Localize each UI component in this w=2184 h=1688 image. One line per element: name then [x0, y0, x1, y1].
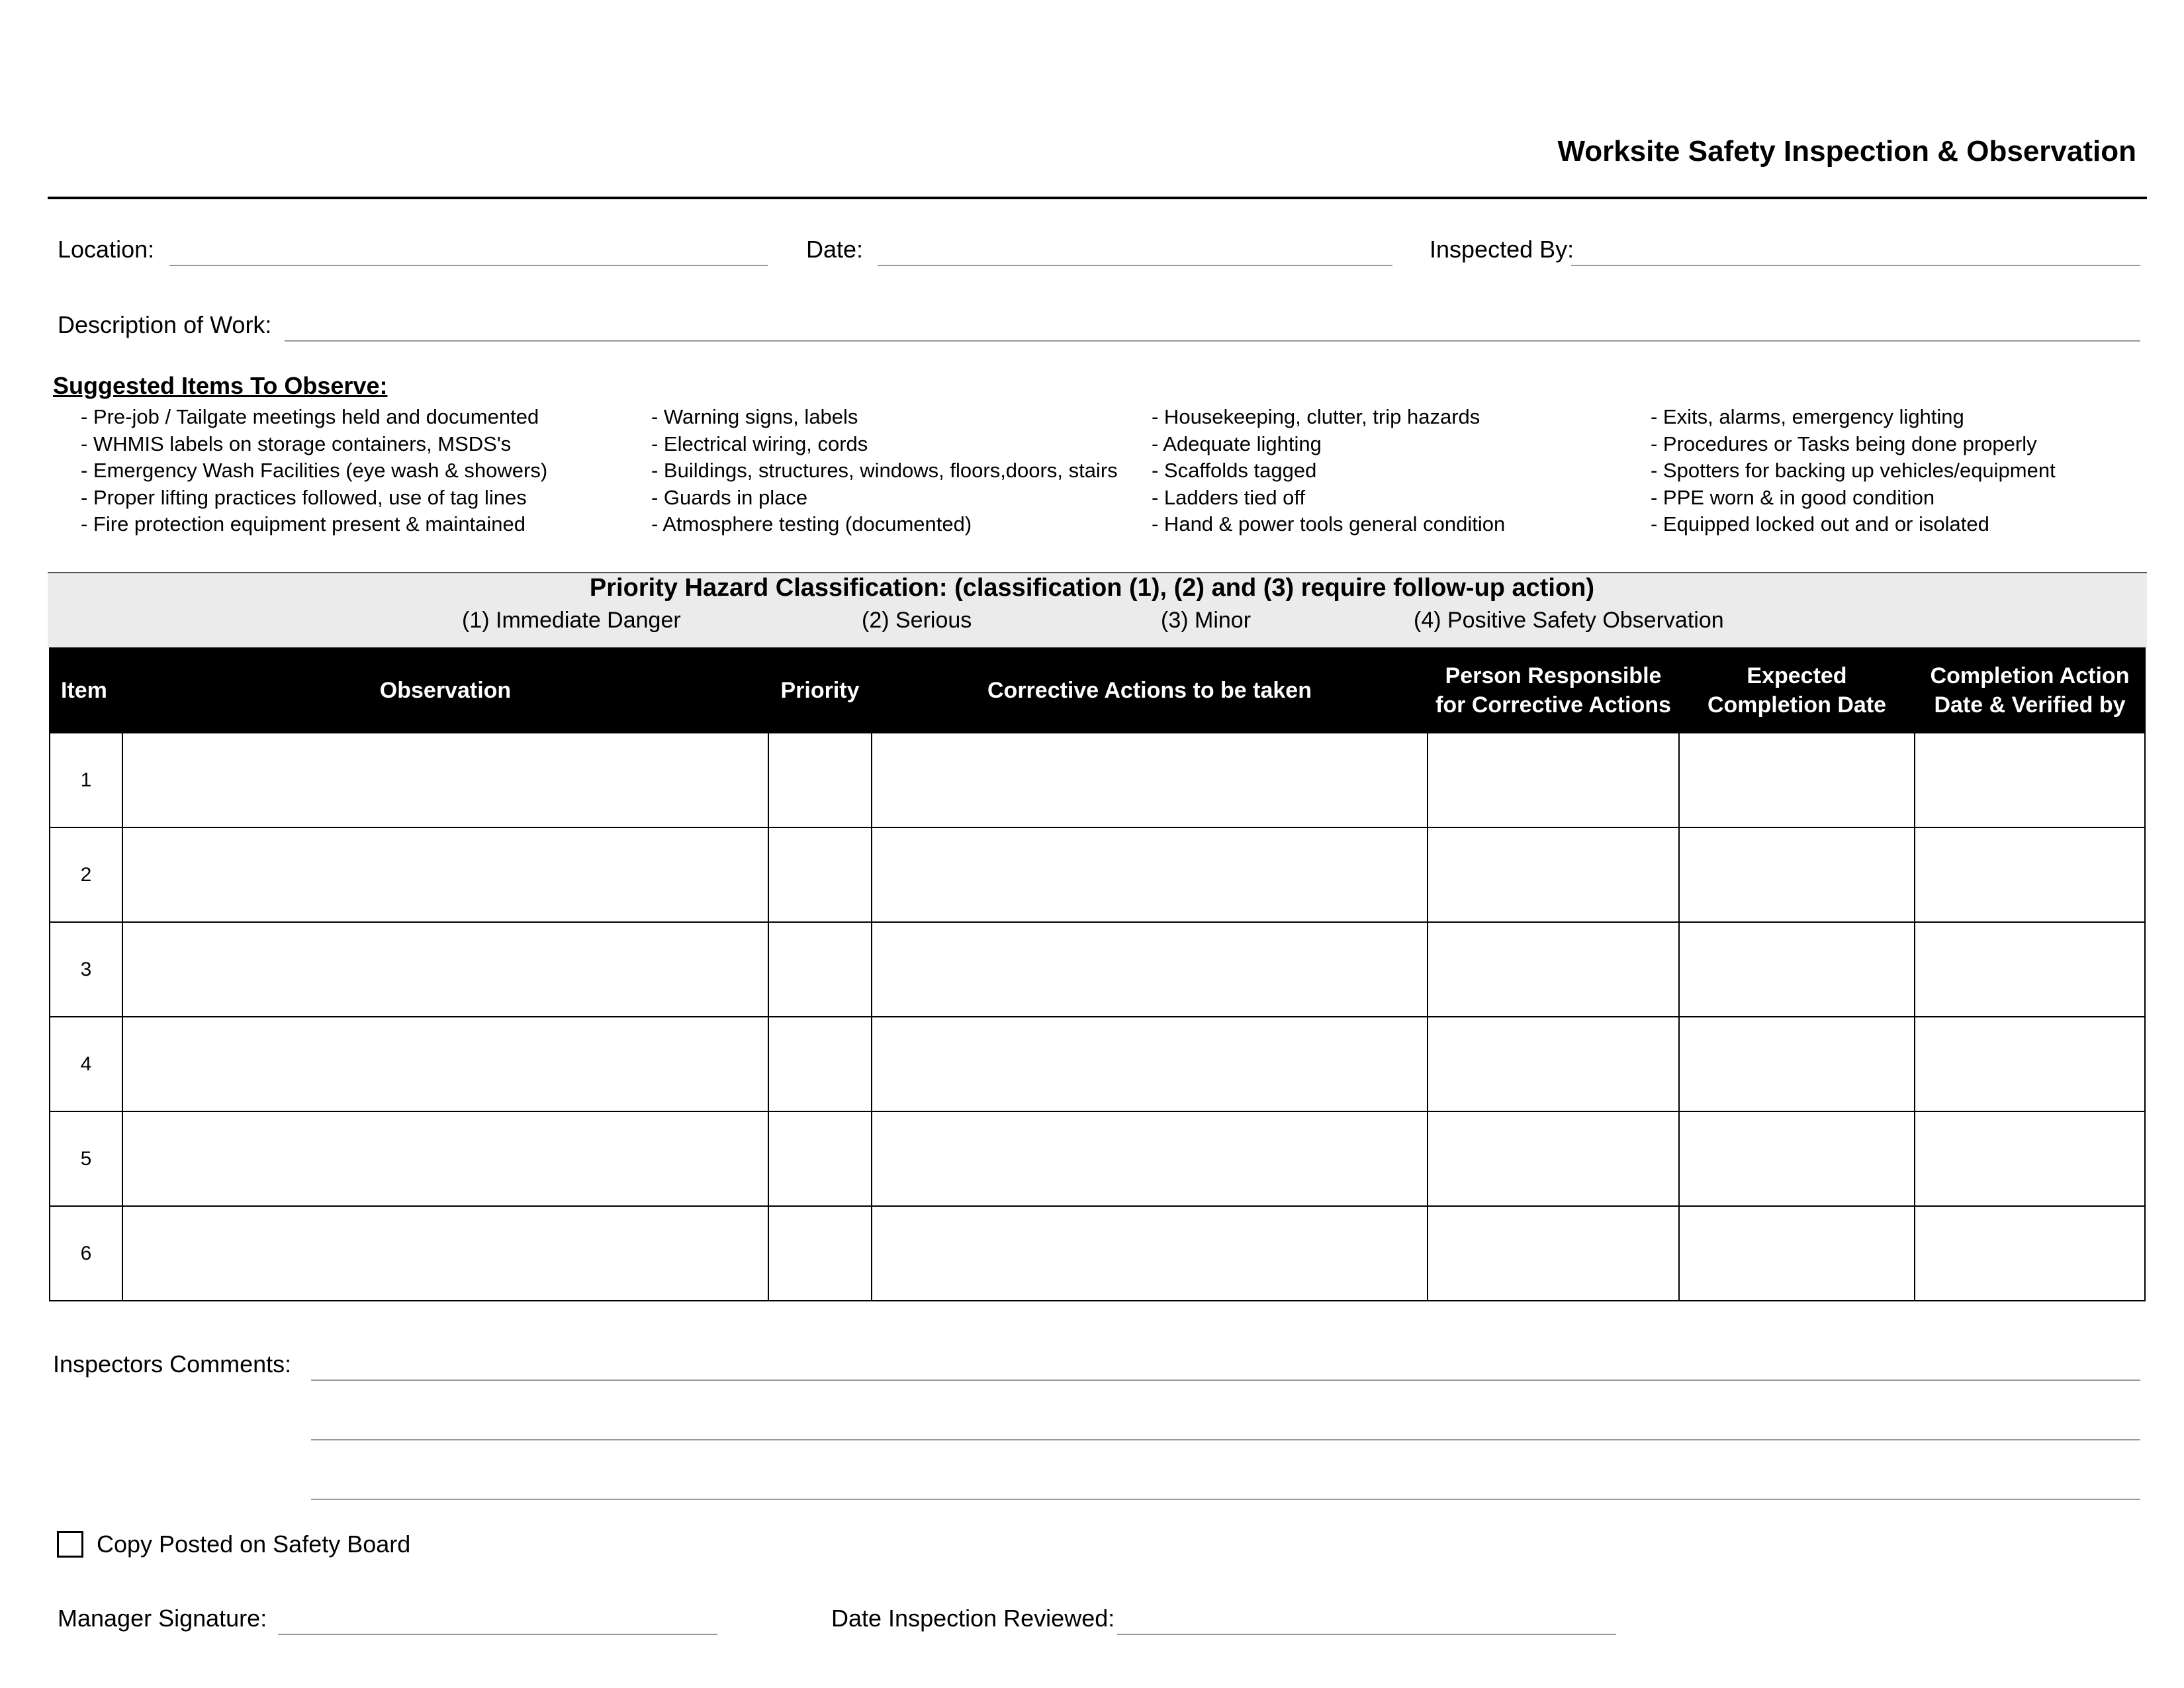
observation-cell[interactable] — [122, 922, 768, 1017]
list-item: - Housekeeping, clutter, trip hazards — [1152, 405, 1480, 428]
manager-signature-field[interactable] — [278, 1634, 717, 1635]
observation-cell[interactable] — [122, 1206, 768, 1301]
suggested-col-3 — [1152, 404, 1505, 538]
priority-cell[interactable] — [768, 733, 872, 827]
priority-cell[interactable] — [768, 827, 872, 922]
expected-date-cell[interactable] — [1679, 827, 1915, 922]
priority-option-4: (4) Positive Safety Observation — [1414, 608, 1724, 633]
list-item: - Spotters for backing up vehicles/equipment — [1651, 459, 2056, 482]
header-expected-line-1: Expected — [1747, 663, 1847, 688]
header-expected-completion — [1679, 648, 1915, 733]
header-person-responsible — [1428, 648, 1679, 733]
location-field[interactable] — [169, 265, 768, 266]
header-completion-line-1: Completion Action — [1930, 663, 2130, 688]
inspectors-comments-label: Inspectors Comments: — [53, 1350, 292, 1378]
list-item: - Guards in place — [651, 485, 808, 509]
description-field[interactable] — [285, 340, 2140, 342]
list-item: - Emergency Wash Facilities (eye wash & showers) — [81, 459, 548, 482]
list-item: - Warning signs, labels — [651, 405, 858, 428]
expected-date-cell[interactable] — [1679, 922, 1915, 1017]
completion-cell[interactable] — [1915, 1017, 2145, 1111]
copy-posted-checkbox[interactable] — [57, 1531, 83, 1558]
item-number: 2 — [50, 827, 122, 922]
expected-date-cell[interactable] — [1679, 1111, 1915, 1206]
table-header-row — [50, 648, 2145, 733]
list-item: - Atmosphere testing (documented) — [651, 512, 972, 536]
comments-line-3[interactable] — [311, 1499, 2140, 1500]
header-expected-line-2: Completion Date — [1707, 692, 1887, 718]
list-item: - Ladders tied off — [1152, 485, 1306, 509]
priority-cell[interactable] — [768, 1017, 872, 1111]
person-responsible-cell[interactable] — [1428, 733, 1679, 827]
corrective-actions-cell[interactable] — [872, 922, 1428, 1017]
list-item: - PPE worn & in good condition — [1651, 485, 1935, 509]
list-item: - Electrical wiring, cords — [651, 432, 868, 455]
header-completion-action — [1915, 648, 2145, 733]
observation-cell[interactable] — [122, 1111, 768, 1206]
list-item: - Exits, alarms, emergency lighting — [1651, 405, 1964, 428]
suggested-col-2 — [651, 404, 1118, 538]
item-number: 6 — [50, 1206, 122, 1301]
corrective-actions-cell[interactable] — [872, 1017, 1428, 1111]
person-responsible-cell[interactable] — [1428, 1017, 1679, 1111]
expected-date-cell[interactable] — [1679, 1206, 1915, 1301]
corrective-actions-cell[interactable] — [872, 1206, 1428, 1301]
completion-cell[interactable] — [1915, 1111, 2145, 1206]
list-item: - Pre-job / Tailgate meetings held and documented — [81, 405, 539, 428]
header-item: Item — [50, 648, 122, 733]
corrective-actions-cell[interactable] — [872, 827, 1428, 922]
header-priority: Priority — [768, 648, 872, 733]
table-row — [50, 922, 2145, 1017]
item-number: 3 — [50, 922, 122, 1017]
suggested-col-1 — [81, 404, 547, 538]
list-item: - Fire protection equipment present & maintained — [81, 512, 526, 536]
corrective-actions-cell[interactable] — [872, 733, 1428, 827]
description-label: Description of Work: — [58, 311, 272, 338]
observation-table — [49, 647, 2146, 1301]
date-reviewed-label: Date Inspection Reviewed: — [831, 1605, 1115, 1632]
inspected-by-label: Inspected By: — [1430, 236, 1574, 263]
item-number: 4 — [50, 1017, 122, 1111]
suggested-items-title: Suggested Items To Observe: — [53, 372, 388, 399]
suggested-col-4 — [1651, 404, 2056, 538]
corrective-actions-cell[interactable] — [872, 1111, 1428, 1206]
list-item: - Hand & power tools general condition — [1152, 512, 1506, 536]
observation-cell[interactable] — [122, 827, 768, 922]
expected-date-cell[interactable] — [1679, 733, 1915, 827]
header-observation: Observation — [122, 648, 768, 733]
person-responsible-cell[interactable] — [1428, 1111, 1679, 1206]
list-item: - Equipped locked out and or isolated — [1651, 512, 1989, 536]
item-number: 5 — [50, 1111, 122, 1206]
header-person-line-2: for Corrective Actions — [1435, 692, 1671, 718]
priority-option-3: (3) Minor — [1161, 608, 1251, 633]
header-person-line-1: Person Responsible — [1445, 663, 1662, 688]
completion-cell[interactable] — [1915, 922, 2145, 1017]
priority-cell[interactable] — [768, 922, 872, 1017]
comments-line-2[interactable] — [311, 1439, 2140, 1440]
observation-cell[interactable] — [122, 1017, 768, 1111]
list-item: - Scaffolds tagged — [1152, 459, 1317, 482]
expected-date-cell[interactable] — [1679, 1017, 1915, 1111]
person-responsible-cell[interactable] — [1428, 1206, 1679, 1301]
completion-cell[interactable] — [1915, 733, 2145, 827]
page-title: Worksite Safety Inspection & Observation — [1557, 135, 2136, 167]
priority-cell[interactable] — [768, 1206, 872, 1301]
priority-option-1: (1) Immediate Danger — [462, 608, 681, 633]
completion-cell[interactable] — [1915, 827, 2145, 922]
list-item: - Adequate lighting — [1152, 432, 1322, 455]
list-item: - WHMIS labels on storage containers, MSDS's — [81, 432, 512, 455]
date-reviewed-field[interactable] — [1117, 1634, 1616, 1635]
inspected-by-field[interactable] — [1571, 265, 2140, 266]
table-row — [50, 1017, 2145, 1111]
comments-line-1[interactable] — [311, 1380, 2140, 1381]
priority-cell[interactable] — [768, 1111, 872, 1206]
date-label: Date: — [806, 236, 864, 263]
header-corrective-actions: Corrective Actions to be taken — [872, 648, 1428, 733]
manager-signature-label: Manager Signature: — [58, 1605, 267, 1632]
priority-title: Priority Hazard Classification: (classification (1), (2) and (3) require follow-up action) — [589, 574, 1595, 602]
item-number: 1 — [50, 733, 122, 827]
person-responsible-cell[interactable] — [1428, 922, 1679, 1017]
observation-cell[interactable] — [122, 733, 768, 827]
list-item: - Procedures or Tasks being done properly — [1651, 432, 2037, 455]
copy-posted-label: Copy Posted on Safety Board — [97, 1530, 411, 1558]
header-completion-line-2: Date & Verified by — [1934, 692, 2126, 718]
table-row — [50, 733, 2145, 827]
location-label: Location: — [58, 236, 155, 263]
date-field[interactable] — [878, 265, 1392, 266]
list-item: - Proper lifting practices followed, use of tag lines — [81, 485, 527, 509]
completion-cell[interactable] — [1915, 1206, 2145, 1301]
table-row — [50, 1206, 2145, 1301]
person-responsible-cell[interactable] — [1428, 827, 1679, 922]
priority-option-2: (2) Serious — [862, 608, 972, 633]
table-row — [50, 827, 2145, 922]
table-row — [50, 1111, 2145, 1206]
list-item: - Buildings, structures, windows, floors,doors, stairs — [651, 459, 1118, 482]
title-divider — [48, 197, 2147, 199]
